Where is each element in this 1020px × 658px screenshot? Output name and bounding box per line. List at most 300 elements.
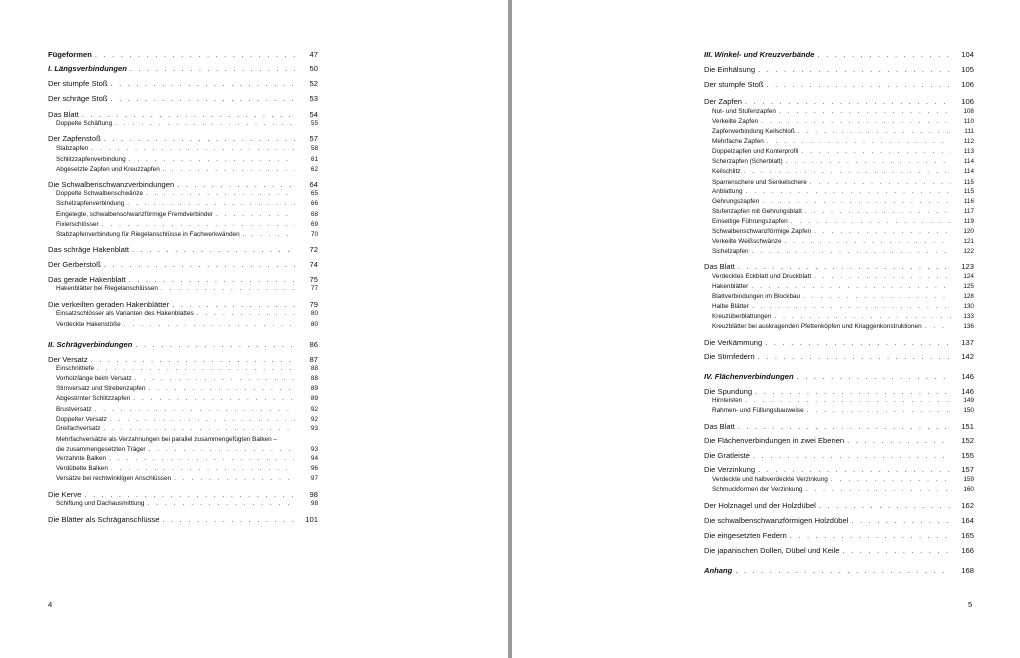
toc-entry-page: 133 (963, 313, 974, 320)
toc-entry-page: 89 (310, 395, 318, 402)
toc-entry (48, 110, 318, 119)
toc-leader-dots (797, 372, 951, 381)
toc-entry-title: Doppelte Schäftung (56, 120, 113, 127)
toc-leader-dots (111, 94, 295, 103)
toc-entry (704, 273, 974, 280)
toc-entry-title: Hakenblätter bei Riegelanschlüssen (56, 285, 158, 292)
toc-entry-page: 120 (963, 228, 974, 235)
toc-entry-title: Sparrenschere und Senkelschere (712, 179, 807, 186)
toc-leader-dots (831, 476, 951, 483)
toc-entry-page: 142 (961, 352, 974, 361)
toc-leader-dots (127, 200, 295, 207)
toc-entry-page: 122 (963, 248, 974, 255)
toc-entry-title: Eingelegte, schwalbenschwanzförmige Fremdverbinder (56, 211, 214, 218)
toc-leader-dots (814, 273, 951, 280)
toc-leader-dots (84, 490, 295, 499)
toc-entry (704, 218, 974, 225)
toc-entry-title: Schlitzzapfenverbindung (56, 156, 126, 163)
toc-entry-title: Anhang (704, 566, 733, 575)
toc-entry (704, 387, 974, 396)
toc-entry (704, 128, 974, 135)
toc-entry (704, 372, 974, 381)
toc-leader-dots (147, 500, 295, 507)
toc-entry (704, 198, 974, 205)
toc-entry-title: Die Blätter als Schräganschlüsse (48, 515, 160, 524)
toc-entry-page: 125 (963, 283, 974, 290)
toc-leader-dots (758, 352, 951, 361)
toc-entry-title: Zapfenverbindung Keilschloß (712, 128, 795, 135)
toc-leader-dots (814, 228, 951, 235)
toc-entry-page: 62 (310, 166, 318, 173)
toc-entry-title: Hakenblätter (712, 283, 749, 290)
toc-leader-dots (162, 515, 295, 524)
toc-entry-title: Keilschlitz (712, 168, 741, 175)
toc-entry (48, 465, 318, 472)
toc-entry (48, 50, 318, 59)
toc-entry-page: 159 (963, 476, 974, 483)
toc-entry (704, 50, 974, 59)
toc-entry (48, 365, 318, 372)
toc-leader-dots (745, 97, 951, 106)
toc-entry-page: 80 (310, 310, 318, 317)
toc-leader-dots (774, 313, 951, 320)
toc-entry-page: 65 (310, 190, 318, 197)
toc-leader-dots (805, 208, 951, 215)
toc-entry-title: III. Winkel- und Kreuzverbände (704, 50, 815, 59)
toc-leader-dots (174, 475, 295, 482)
toc-leader-dots (752, 303, 951, 310)
toc-entry (704, 108, 974, 115)
toc-leader-dots (751, 283, 951, 290)
toc-entry (704, 65, 974, 74)
toc-entry-title: Dreifachversatz (56, 425, 101, 432)
toc-entry-page: 136 (963, 323, 974, 330)
toc-entry-title: Doppelte Schwalbenschwänze (56, 190, 144, 197)
toc-entry-page: 119 (963, 218, 974, 225)
toc-entry-title: I. Längsverbindungen (48, 64, 127, 73)
toc-leader-dots (758, 65, 951, 74)
toc-entry-page: 114 (963, 158, 974, 165)
toc-entry (704, 208, 974, 215)
toc-leader-dots (925, 323, 951, 330)
toc-entry-title: Abgestirnter Schlitzzapfen (56, 395, 131, 402)
toc-entry-page: 72 (309, 245, 318, 254)
toc-entry-title: Der schräge Stoß (48, 94, 108, 103)
toc-leader-dots (130, 64, 295, 73)
page-number-right: 5 (968, 600, 973, 609)
toc-entry-page: 155 (961, 451, 974, 460)
toc-entry-page: 47 (309, 50, 318, 59)
toc-entry-title: Vorholzlänge beim Versatz (56, 375, 132, 382)
toc-entry-title: Brustversatz (56, 406, 92, 413)
toc-entry-title: Versätze bei rechtwinkligen Anschlüssen (56, 475, 172, 482)
toc-leader-dots (110, 416, 295, 423)
page-number-left: 4 (48, 600, 53, 609)
toc-leader-dots (133, 395, 295, 402)
toc-entry-title: Der Versatz (48, 355, 88, 364)
toc-entry-title: Verkeilte Zapfen (712, 118, 759, 125)
toc-leader-dots (161, 285, 295, 292)
toc-entry-page: 89 (310, 385, 318, 392)
toc-leader-dots (124, 321, 295, 328)
toc-entry-page: 106 (961, 97, 974, 106)
toc-entry-title: Die japanischen Dollen, Dübel und Keile (704, 546, 840, 555)
toc-leader-dots (111, 79, 295, 88)
toc-entry (704, 168, 974, 175)
toc-leader-dots (801, 148, 951, 155)
toc-entry (48, 275, 318, 284)
toc-entry (48, 416, 318, 423)
toc-entry-title: Die Kerve (48, 490, 82, 499)
toc-leader-dots (149, 446, 295, 453)
toc-entry-title: Sichelzapfenverbindung (56, 200, 125, 207)
toc-entry-page: 113 (963, 148, 974, 155)
toc-entry-title: Der Zapfenstoß (48, 134, 101, 143)
toc-leader-dots (758, 465, 951, 474)
toc-entry-title: Die eingesetzten Federn (704, 531, 787, 540)
toc-entry-page: 124 (963, 273, 974, 280)
toc-entry-title: Die Schwalbenschwanzverbindungen (48, 180, 175, 189)
toc-entry (704, 501, 974, 510)
toc-entry-title: Die Einhälsung (704, 65, 756, 74)
toc-entry (704, 397, 974, 404)
toc-leader-dots (786, 158, 951, 165)
toc-entry-page: 50 (309, 64, 318, 73)
toc-entry (704, 238, 974, 245)
toc-leader-dots (135, 340, 295, 349)
toc-entry-title: Die verkeilten geraden Hakenblätter (48, 300, 170, 309)
toc-entry-title: Schwalbenschwanzförmige Zapfen (712, 228, 812, 235)
left-page (0, 0, 508, 658)
toc-entry (704, 158, 974, 165)
toc-entry-title: Die Gratleiste (704, 451, 751, 460)
toc-entry-page: 166 (961, 546, 974, 555)
toc-entry (704, 148, 974, 155)
toc-leader-dots (216, 211, 295, 218)
toc-entry (48, 64, 318, 73)
toc-leader-dots (738, 422, 951, 431)
toc-entry (704, 531, 974, 540)
toc-entry-page: 152 (961, 436, 974, 445)
toc-entry-page: 93 (310, 446, 318, 453)
toc-entry (48, 79, 318, 88)
toc-entry-page: 116 (963, 198, 974, 205)
toc-entry (48, 156, 318, 163)
toc-entry (704, 407, 974, 414)
toc-entry-page: 86 (309, 340, 318, 349)
toc-entry (48, 425, 318, 432)
toc-entry-title: IV. Flächenverbindungen (704, 372, 794, 381)
toc-entry-page: 164 (961, 516, 974, 525)
toc-leader-dots (761, 118, 951, 125)
toc-leader-dots (803, 293, 951, 300)
toc-entry (704, 323, 974, 330)
toc-entry (704, 138, 974, 145)
toc-entry-page: 88 (310, 365, 318, 372)
toc-leader-dots (129, 275, 295, 284)
toc-leader-dots (97, 365, 295, 372)
toc-entry-page: 61 (310, 156, 318, 163)
toc-entry-page: 58 (310, 145, 318, 152)
toc-entry (48, 134, 318, 143)
toc-entry-page: 130 (963, 303, 974, 310)
toc-entry-title: Das Blatt (704, 422, 735, 431)
toc-entry-title: Schmuckformen der Verzinkung (712, 486, 803, 493)
toc-entry (48, 406, 318, 413)
toc-entry-title: Die Stirnfedern (704, 352, 755, 361)
toc-entry-title: Hirnleisten (712, 397, 743, 404)
toc-entry-title: Die schwalbenschwanzförmigen Holzdübel (704, 516, 849, 525)
toc-entry-title: Sichelzapfen (712, 248, 749, 255)
toc-leader-dots (806, 486, 951, 493)
toc-leader-dots (752, 248, 951, 255)
toc-entry-page: 74 (309, 260, 318, 269)
toc-leader-dots (82, 110, 295, 119)
toc-leader-dots (102, 221, 295, 228)
toc-leader-dots (129, 156, 295, 163)
toc-entry (704, 262, 974, 271)
toc-entry-title: Die Verzinkung (704, 465, 756, 474)
toc-entry (704, 451, 974, 460)
toc-entry-title: Gehrungszapfen (712, 198, 760, 205)
toc-entry-page: 70 (310, 231, 318, 238)
toc-entry (704, 313, 974, 320)
toc-entry (48, 285, 318, 292)
toc-entry-page: 68 (310, 211, 318, 218)
toc-entry-page: 121 (963, 238, 974, 245)
toc-leader-dots (743, 168, 951, 175)
toc-entry-page: 98 (309, 490, 318, 499)
toc-entry-title: Rahmen- und Füllungsbauweise (712, 407, 804, 414)
toc-entry-title: Verdübelte Balken (56, 465, 108, 472)
toc-entry (48, 120, 318, 127)
toc-entry-title: Verdecktes Eckblatt und Druckblatt (712, 273, 812, 280)
toc-leader-dots (95, 50, 295, 59)
toc-entry (48, 436, 318, 443)
toc-entry (48, 375, 318, 382)
toc-entry (48, 145, 318, 152)
toc-leader-dots (132, 245, 295, 254)
toc-entry-page: 111 (964, 128, 974, 135)
toc-entry (48, 94, 318, 103)
toc-entry (704, 338, 974, 347)
toc-entry-page: 146 (961, 387, 974, 396)
toc-entry-title: Fügeformen (48, 50, 92, 59)
toc-entry-page: 137 (961, 338, 974, 347)
toc-entry-page: 110 (963, 118, 974, 125)
toc-entry (48, 211, 318, 218)
toc-entry-page: 66 (310, 200, 318, 207)
toc-leader-dots (755, 387, 951, 396)
toc-entry-title: Verzahnte Balken (56, 455, 107, 462)
toc-leader-dots (767, 138, 951, 145)
toc-entry-title: Stabzapfen (56, 145, 89, 152)
toc-entry-page: 165 (961, 531, 974, 540)
toc-entry-title: Mehrfachversätze als Verzahnungen bei parallel zusammengefügten Balken – (56, 436, 277, 443)
toc-entry (704, 80, 974, 89)
toc-entry (704, 283, 974, 290)
toc-entry-title: Die Flächenverbindungen in zwei Ebenen (704, 436, 845, 445)
toc-entry-title: Einsatzschlösser als Varianten des Hakenblattes (56, 310, 194, 317)
toc-entry-page: 114 (963, 168, 974, 175)
toc-entry-page: 57 (309, 134, 318, 143)
toc-entry-title: Die Verkämmung (704, 338, 763, 347)
toc-leader-dots (817, 50, 951, 59)
toc-entry (704, 546, 974, 555)
toc-entry-page: 87 (309, 355, 318, 364)
toc-entry-title: Das Blatt (48, 110, 79, 119)
toc-leader-dots (798, 128, 951, 135)
toc-entry (704, 97, 974, 106)
toc-entry-page: 104 (961, 50, 974, 59)
toc-entry (48, 310, 318, 317)
toc-leader-dots (135, 375, 295, 382)
toc-leader-dots (104, 134, 295, 143)
toc-entry-page: 168 (961, 566, 974, 575)
toc-entry (48, 200, 318, 207)
toc-leader-dots (149, 385, 295, 392)
toc-entry-title: Der Gerberstoß (48, 260, 101, 269)
toc-entry-page: 69 (310, 221, 318, 228)
toc-entry (48, 500, 318, 507)
toc-entry-title: Stufenzapfen mit Gehrungsblatt (712, 208, 802, 215)
toc-leader-dots (103, 425, 295, 432)
toc-entry-title: Verdeckte und halbverdeckte Verzinkung (712, 476, 828, 483)
toc-entry (48, 446, 318, 453)
toc-entry (48, 221, 318, 228)
toc-entry (48, 490, 318, 499)
toc-leader-dots (746, 188, 951, 195)
toc-entry-title: Verdeckte Hakenstöße (56, 321, 121, 328)
toc-entry (704, 248, 974, 255)
toc-entry (704, 486, 974, 493)
toc-entry (704, 566, 974, 575)
toc-entry-title: Der Zapfen (704, 97, 742, 106)
toc-entry-title: Das gerade Hakenblatt (48, 275, 126, 284)
toc-entry-page: 157 (961, 465, 974, 474)
toc-leader-dots (762, 198, 951, 205)
toc-entry-page: 115 (963, 179, 974, 186)
toc-entry-page: 79 (309, 300, 318, 309)
toc-entry-page: 162 (961, 501, 974, 510)
toc-entry-page: 146 (961, 372, 974, 381)
toc-leader-dots (197, 310, 295, 317)
toc-entry-page: 92 (310, 406, 318, 413)
toc-entry-page: 80 (310, 321, 318, 328)
toc-entry-title: Das schräge Hakenblatt (48, 245, 130, 254)
toc-entry-page: 160 (963, 486, 974, 493)
toc-entry-title: Doppelzapfen und Konterprofil (712, 148, 799, 155)
toc-leader-dots (785, 238, 952, 245)
toc-entry (704, 476, 974, 483)
toc-entry-page: 96 (310, 465, 318, 472)
toc-entry (48, 355, 318, 364)
toc-entry (48, 340, 318, 349)
toc-entry-page: 112 (963, 138, 974, 145)
toc-leader-dots (163, 166, 295, 173)
toc-leader-dots (847, 436, 951, 445)
toc-entry-page: 53 (309, 94, 318, 103)
toc-leader-dots (104, 260, 295, 269)
toc-entry (48, 245, 318, 254)
toc-leader-dots (819, 501, 951, 510)
toc-entry-title: Halbe Blätter (712, 303, 749, 310)
toc-right (512, 0, 1020, 658)
toc-entry-title: Kreuzüberblattungen (712, 313, 772, 320)
toc-entry-page: 92 (310, 416, 318, 423)
toc-leader-dots (91, 145, 295, 152)
toc-entry (48, 385, 318, 392)
toc-leader-dots (91, 355, 295, 364)
toc-entry-title: Anblattung (712, 188, 743, 195)
toc-leader-dots (146, 190, 295, 197)
toc-leader-dots (243, 231, 295, 238)
toc-entry-title: Scherzapfen (Scherblatt) (712, 158, 783, 165)
toc-entry-page: 106 (961, 80, 974, 89)
toc-entry (704, 179, 974, 186)
toc-entry-page: 105 (961, 65, 974, 74)
toc-entry-title: Schiftung und Dachausmittlung (56, 500, 145, 507)
toc-leader-dots (745, 397, 951, 404)
toc-entry (48, 455, 318, 462)
toc-entry (704, 228, 974, 235)
toc-entry (48, 180, 318, 189)
toc-entry (48, 166, 318, 173)
toc-entry (704, 436, 974, 445)
toc-entry-title: Stirnversatz und Strebenzapfen (56, 385, 146, 392)
toc-entry-page: 150 (963, 407, 974, 414)
toc-leader-dots (738, 262, 951, 271)
toc-entry (704, 465, 974, 474)
toc-entry-page: 123 (961, 262, 974, 271)
toc-leader-dots (172, 300, 295, 309)
toc-entry-title: Der stumpfe Stoß (48, 79, 108, 88)
toc-entry-title: Einseitige Führungszapfen (712, 218, 788, 225)
right-page (512, 0, 1020, 658)
toc-entry-title: Der Holznagel und der Holzdübel (704, 501, 816, 510)
toc-entry (48, 475, 318, 482)
toc-entry (48, 190, 318, 197)
toc-entry-page: 75 (309, 275, 318, 284)
toc-entry (704, 516, 974, 525)
toc-leader-dots (765, 338, 951, 347)
toc-leader-dots (851, 516, 951, 525)
toc-entry (704, 422, 974, 431)
toc-entry-page: 97 (310, 475, 318, 482)
toc-entry-page: 151 (961, 422, 974, 431)
toc-leader-dots (111, 465, 295, 472)
toc-entry-page: 55 (310, 120, 318, 127)
toc-entry-title: II. Schrägverbindungen (48, 340, 133, 349)
toc-entry (704, 293, 974, 300)
toc-leader-dots (753, 451, 951, 460)
toc-entry-page: 94 (310, 455, 318, 462)
toc-entry-page: 115 (963, 188, 974, 195)
toc-entry-title: Die Spundung (704, 387, 753, 396)
toc-entry-title: Blattverbindungen im Blockbau (712, 293, 801, 300)
toc-leader-dots (177, 180, 295, 189)
toc-entry (704, 352, 974, 361)
toc-entry-title: die zusammengesetzten Träger (56, 446, 146, 453)
toc-entry-title: Einschnittiefe (56, 365, 95, 372)
toc-entry-title: Nut- und Stufenzapfen (712, 108, 776, 115)
toc-entry-page: 128 (963, 293, 974, 300)
toc-entry-title: Stabzapfenverbindung für Riegelanschlüsse in Fachwerkwänden (56, 231, 240, 238)
toc-entry-page: 117 (963, 208, 974, 215)
toc-left (0, 0, 508, 658)
toc-entry-page: 93 (310, 425, 318, 432)
toc-leader-dots (779, 108, 951, 115)
